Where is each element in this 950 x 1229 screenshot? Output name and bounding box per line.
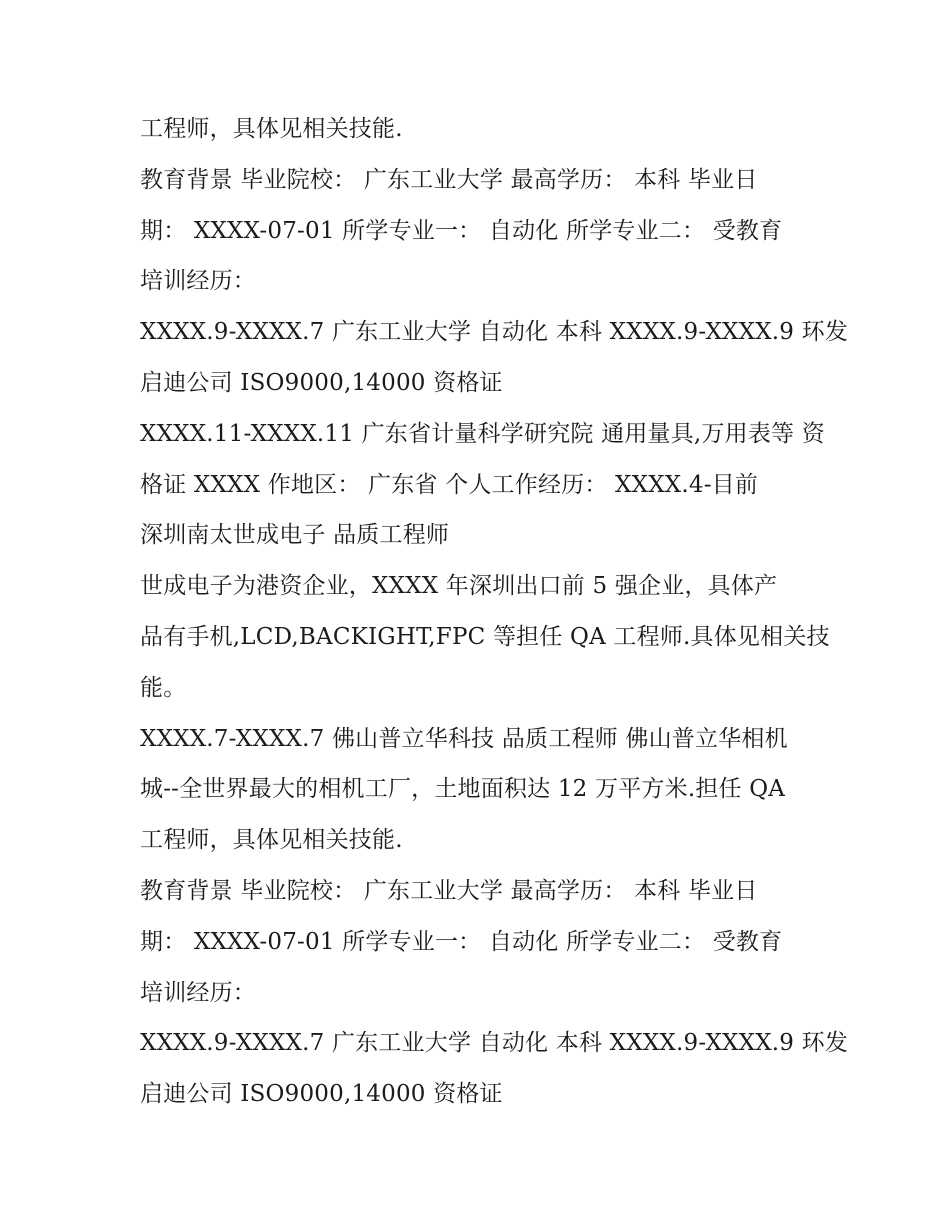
text-line: 能。	[140, 674, 187, 701]
text-line: 期： XXXX-07-01 所学专业一： 自动化 所学专业二： 受教育	[140, 217, 783, 244]
text-line: 启迪公司 ISO9000,14000 资格证	[140, 1081, 503, 1108]
text-line: 工程师，具体见相关技能.	[140, 116, 403, 142]
text-line: 教育背景 毕业院校： 广东工业大学 最高学历： 本科 毕业日	[140, 877, 758, 904]
text-line: 世成电子为港资企业，XXXX 年深圳出口前 5 强企业，具体产	[140, 573, 778, 600]
text-line: 城--全世界最大的相机工厂，土地面积达 12 万平方米.担任 QA	[140, 776, 786, 803]
text-line: XXXX.7-XXXX.7 佛山普立华科技 品质工程师 佛山普立华相机	[140, 725, 788, 752]
document-body	[140, 104, 849, 1120]
text-line: 启迪公司 ISO9000,14000 资格证	[140, 369, 503, 396]
text-line: 深圳南太世成电子 品质工程师	[140, 522, 450, 549]
text-line: XXXX.11-XXXX.11 广东省计量科学研究院 通用量具,万用表等 资	[140, 420, 825, 447]
text-line: 培训经历：	[140, 268, 256, 295]
text-line: 期： XXXX-07-01 所学专业一： 自动化 所学专业二： 受教育	[140, 928, 783, 955]
text-line: 工程师，具体见相关技能.	[140, 827, 403, 854]
text-line: XXXX.9-XXXX.7 广东工业大学 自动化 本科 XXXX.9-XXXX.9 环发	[140, 1030, 849, 1057]
text-line: 品有手机,LCD,BACKIGHT,FPC 等担任 QA 工程师.具体见相关技	[140, 623, 830, 650]
text-line: 教育背景 毕业院校： 广东工业大学 最高学历： 本科 毕业日	[140, 166, 758, 193]
text-line: XXXX.9-XXXX.7 广东工业大学 自动化 本科 XXXX.9-XXXX.9 环发	[140, 319, 849, 346]
text-line: 培训经历：	[140, 979, 256, 1006]
text-line: 格证 XXXX 作地区： 广东省 个人工作经历： XXXX.4-目前	[140, 471, 759, 498]
